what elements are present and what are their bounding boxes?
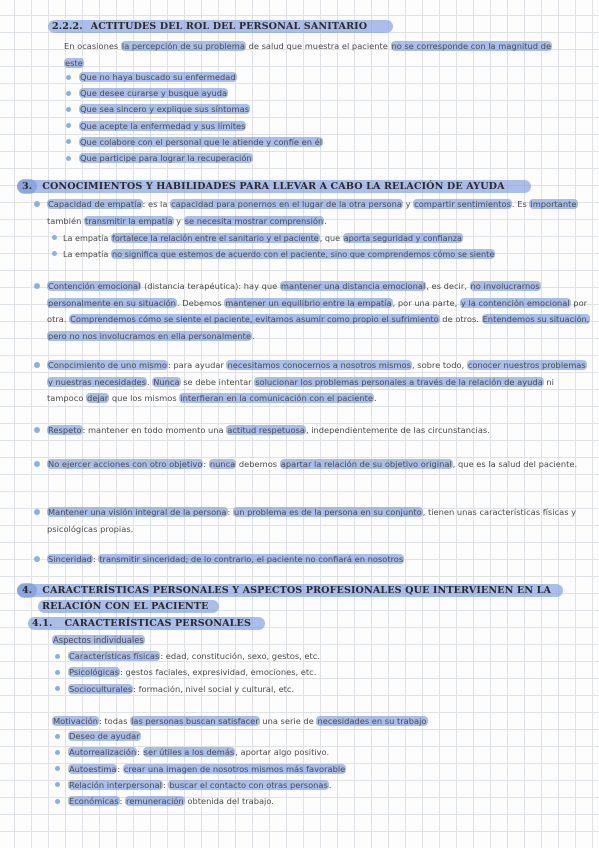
highlighted-text: Respeto xyxy=(48,425,82,435)
section-4-heading xyxy=(17,583,577,598)
highlighted-text: no se corresponde con la magnitud de este xyxy=(65,41,552,68)
text-run: : xyxy=(162,779,169,790)
text-run: : xyxy=(119,796,126,807)
text-run: . Es xyxy=(511,199,530,209)
section-number: 3. xyxy=(17,179,37,194)
empathy-item xyxy=(34,196,592,229)
text-run: . xyxy=(328,779,332,790)
highlighted-text: Deseo de ayudar xyxy=(69,731,140,741)
text-run: por otra. xyxy=(47,297,588,325)
list-item xyxy=(55,744,329,761)
list-item xyxy=(66,118,246,135)
section-title-line2: RELACIÓN CON EL PACIENTE xyxy=(42,601,209,612)
list-item xyxy=(66,134,323,151)
highlighted-text: compartir sentimientos xyxy=(414,199,511,209)
text-run: y xyxy=(402,199,414,209)
text-run: ni tampoco xyxy=(47,376,554,404)
respect-item xyxy=(34,422,592,439)
highlighted-text: y la contención emocional xyxy=(460,297,570,308)
highlighted-text: buscar el contacto con otras personas xyxy=(169,779,328,790)
section-title: CONOCIMIENTOS Y HABILIDADES PARA LLEVAR A CABO LA RELACIÓN DE AYUDA xyxy=(42,181,505,192)
section-3-highlight xyxy=(17,180,531,193)
list-item xyxy=(55,648,320,665)
highlighted-text: necesitamos conocernos a nosotros mismos xyxy=(227,360,411,370)
text-run: . xyxy=(146,376,153,387)
section-4-1-heading xyxy=(28,616,265,631)
list-item xyxy=(66,101,250,118)
highlighted-text: ser útiles a los demás xyxy=(143,747,235,758)
text-run: : es la xyxy=(142,199,171,209)
highlighted-text: mantener una distancia emocional xyxy=(280,281,426,291)
highlighted-text: nunca xyxy=(209,459,236,469)
section-4-heading-line2 xyxy=(38,599,219,614)
text-run: (distancia terapéutica): hay que xyxy=(141,281,280,291)
highlighted-text: Psicológicas xyxy=(69,667,120,678)
highlighted-text: crear una imagen de nosotros mismos más favorable xyxy=(123,763,346,774)
text-run: . xyxy=(373,393,377,404)
text-run: , tienen unas características físicas y psicológicas propias. xyxy=(47,507,577,534)
highlighted-text: transmitir sinceridad; de lo contrario, el paciente no confiará en nosotros xyxy=(99,554,404,564)
highlighted-text: Comprendemos cómo se siente el paciente, evitamos asumir como propio el sufrimiento xyxy=(70,314,439,325)
highlighted-text: Autorrealización xyxy=(69,747,137,758)
section-2-2-2-heading xyxy=(48,19,393,34)
highlighted-text: Económicas xyxy=(69,796,119,807)
self-knowledge-item xyxy=(34,357,592,407)
highlighted-text: Que no haya buscado su enfermedad xyxy=(80,72,236,82)
label-highlight: Aspectos individuales xyxy=(53,635,144,645)
text-run: La empatía xyxy=(63,233,111,243)
highlighted-text: No ejercer acciones con otro objetivo xyxy=(48,459,203,469)
text-run: : edad, constitución, sexo, gestos, etc. xyxy=(160,651,320,661)
section-2-2-2-intro xyxy=(64,38,564,71)
highlighted-text: interfieran en la comunicación con el paciente xyxy=(180,393,373,404)
highlighted-text: Entendemos su situación, pero no nos involucramos en ella personalmente xyxy=(48,314,590,341)
highlighted-text: Que participe para lograr la recuperación xyxy=(80,153,252,163)
highlighted-text: se necesita mostrar comprensión xyxy=(184,215,324,226)
section-title: ACTITUDES DEL ROL DEL PERSONAL SANITARIO xyxy=(90,21,368,32)
highlighted-text: dejar xyxy=(87,393,109,404)
text-run: : xyxy=(227,507,233,517)
highlighted-text: las personas buscan satisfacer xyxy=(131,716,259,726)
text-run: , independientemente de las circunstancias. xyxy=(305,425,490,435)
list-item xyxy=(66,150,253,167)
text-run: de otros. xyxy=(439,314,482,325)
section-4-1-highlight xyxy=(28,617,265,630)
text-run: : xyxy=(137,747,143,758)
highlighted-text: mantener un equilibrio entre la empatía xyxy=(225,297,392,308)
individual-aspects-label xyxy=(52,632,145,648)
text-run: se debe intentar xyxy=(180,376,255,387)
subsection-title: CARACTERÍSTICAS PERSONALES xyxy=(64,618,251,629)
list-item xyxy=(66,69,237,86)
text-run: : xyxy=(203,459,209,469)
highlighted-text: Nunca xyxy=(153,376,180,387)
text-run: . xyxy=(324,215,327,226)
section-number: 4. xyxy=(17,583,37,598)
highlighted-text: no significa que estemos de acuerdo con el paciente, sino que comprendemos cómo se siente xyxy=(111,249,495,259)
list-item xyxy=(55,761,346,778)
highlighted-text: Que sea sincero y explique sus síntomas xyxy=(80,104,249,115)
list-item xyxy=(66,85,228,102)
section-2-2-2-highlight xyxy=(48,20,393,33)
highlighted-text: apartar la relación de su objetivo original xyxy=(280,459,452,469)
list-item xyxy=(55,681,294,698)
highlighted-text: Sinceridad xyxy=(48,554,92,564)
list-item xyxy=(55,777,332,794)
no-other-objective-item xyxy=(34,456,592,473)
text-run: también xyxy=(47,215,84,226)
highlighted-text: solucionar los problemas personales a través de la relación de ayuda xyxy=(255,376,543,387)
highlighted-text: aporta seguridad y confianza xyxy=(343,233,462,243)
highlighted-text: capacidad para ponernos en el lugar de la otra persona xyxy=(171,199,402,209)
text-run: : formación, nivel social y cultural, etc. xyxy=(133,683,295,694)
section-3-heading xyxy=(17,179,531,194)
text-run: obtenida del trabajo. xyxy=(184,796,274,807)
highlighted-text: la percepción de su problema xyxy=(121,41,245,51)
text-run: que los mismos xyxy=(109,393,180,404)
highlighted-text: Socioculturales xyxy=(69,683,133,694)
highlighted-text: un problema es de la persona en su conjunto xyxy=(233,507,422,517)
text-run: de salud que muestra el paciente xyxy=(245,41,391,51)
text-run: : xyxy=(117,763,123,774)
integral-vision-item xyxy=(34,504,592,537)
text-run: una serie de xyxy=(259,716,317,726)
highlighted-text: Autoestima xyxy=(69,763,117,774)
text-run: debemos xyxy=(236,459,280,469)
section-number: 2.2.2. xyxy=(52,21,83,32)
subsection-number: 4.1. xyxy=(32,618,53,629)
list-item xyxy=(55,664,316,681)
highlighted-text: Contención emocional xyxy=(48,281,141,291)
highlighted-text: necesidades en su trabajo xyxy=(317,716,427,726)
text-run: . Debemos xyxy=(176,297,225,308)
text-run: , que xyxy=(319,233,343,243)
highlighted-text: Motivación xyxy=(53,716,98,726)
text-run: : xyxy=(92,554,99,564)
list-item xyxy=(55,728,141,745)
highlighted-text: conocer nuestros problemas y nuestras necesidades xyxy=(48,360,586,387)
text-run: La empatía xyxy=(63,249,111,259)
highlighted-text: importante xyxy=(530,199,577,209)
highlighted-text: Que desee curarse y busque ayuda xyxy=(80,88,228,99)
section-4-highlight-2 xyxy=(38,600,219,613)
highlighted-text: transmitir la empatía xyxy=(85,215,173,226)
text-run: : todas xyxy=(99,716,131,726)
sincerity-item xyxy=(34,551,592,568)
text-run: : para ayudar xyxy=(167,360,227,370)
text-run: En ocasiones xyxy=(64,41,121,51)
highlighted-text: Capacidad de empatía xyxy=(48,199,142,209)
highlighted-text: fortalece la relación entre el sanitario y el paciente xyxy=(111,233,319,243)
highlighted-text: Que colabore con el personal que le atiende y confíe en él xyxy=(80,136,323,147)
highlighted-text: Relación interpersonal xyxy=(69,779,162,790)
highlighted-text: Características físicas xyxy=(69,651,160,661)
list-item xyxy=(55,793,274,810)
text-run: , por una parte, xyxy=(392,297,460,308)
emotional-containment-item xyxy=(34,278,592,344)
text-run: : gestos faciales, expresividad, emociones, etc. xyxy=(120,667,317,678)
text-run: , es decir, xyxy=(426,281,470,291)
text-run: , que es la salud del paciente. xyxy=(452,459,578,469)
highlighted-text: remuneración xyxy=(126,796,184,807)
highlighted-text: Conocimiento de uno mismo xyxy=(48,360,167,370)
text-run: y xyxy=(173,215,184,226)
highlighted-text: Mantener una visión integral de la persona xyxy=(48,507,227,517)
highlighted-text: actitud respetuosa xyxy=(227,425,305,435)
section-4-highlight xyxy=(17,584,563,597)
empathy-sub-item xyxy=(52,246,593,262)
text-run: , aportar algo positivo. xyxy=(235,747,330,758)
text-run: : mantener en todo momento una xyxy=(82,425,227,435)
section-title-line1: CARACTERÍSTICAS PERSONALES Y ASPECTOS PROFESIONALES QUE INTERVIENEN EN LA xyxy=(42,585,552,596)
text-run: , sobre todo, xyxy=(411,360,467,370)
highlighted-text: Que acepte la enfermedad y sus límites xyxy=(80,120,246,131)
highlighted-text: no involucrarnos personalmente en su situación xyxy=(48,281,540,308)
text-run: . xyxy=(251,330,255,341)
empathy-sub-item xyxy=(52,230,583,246)
